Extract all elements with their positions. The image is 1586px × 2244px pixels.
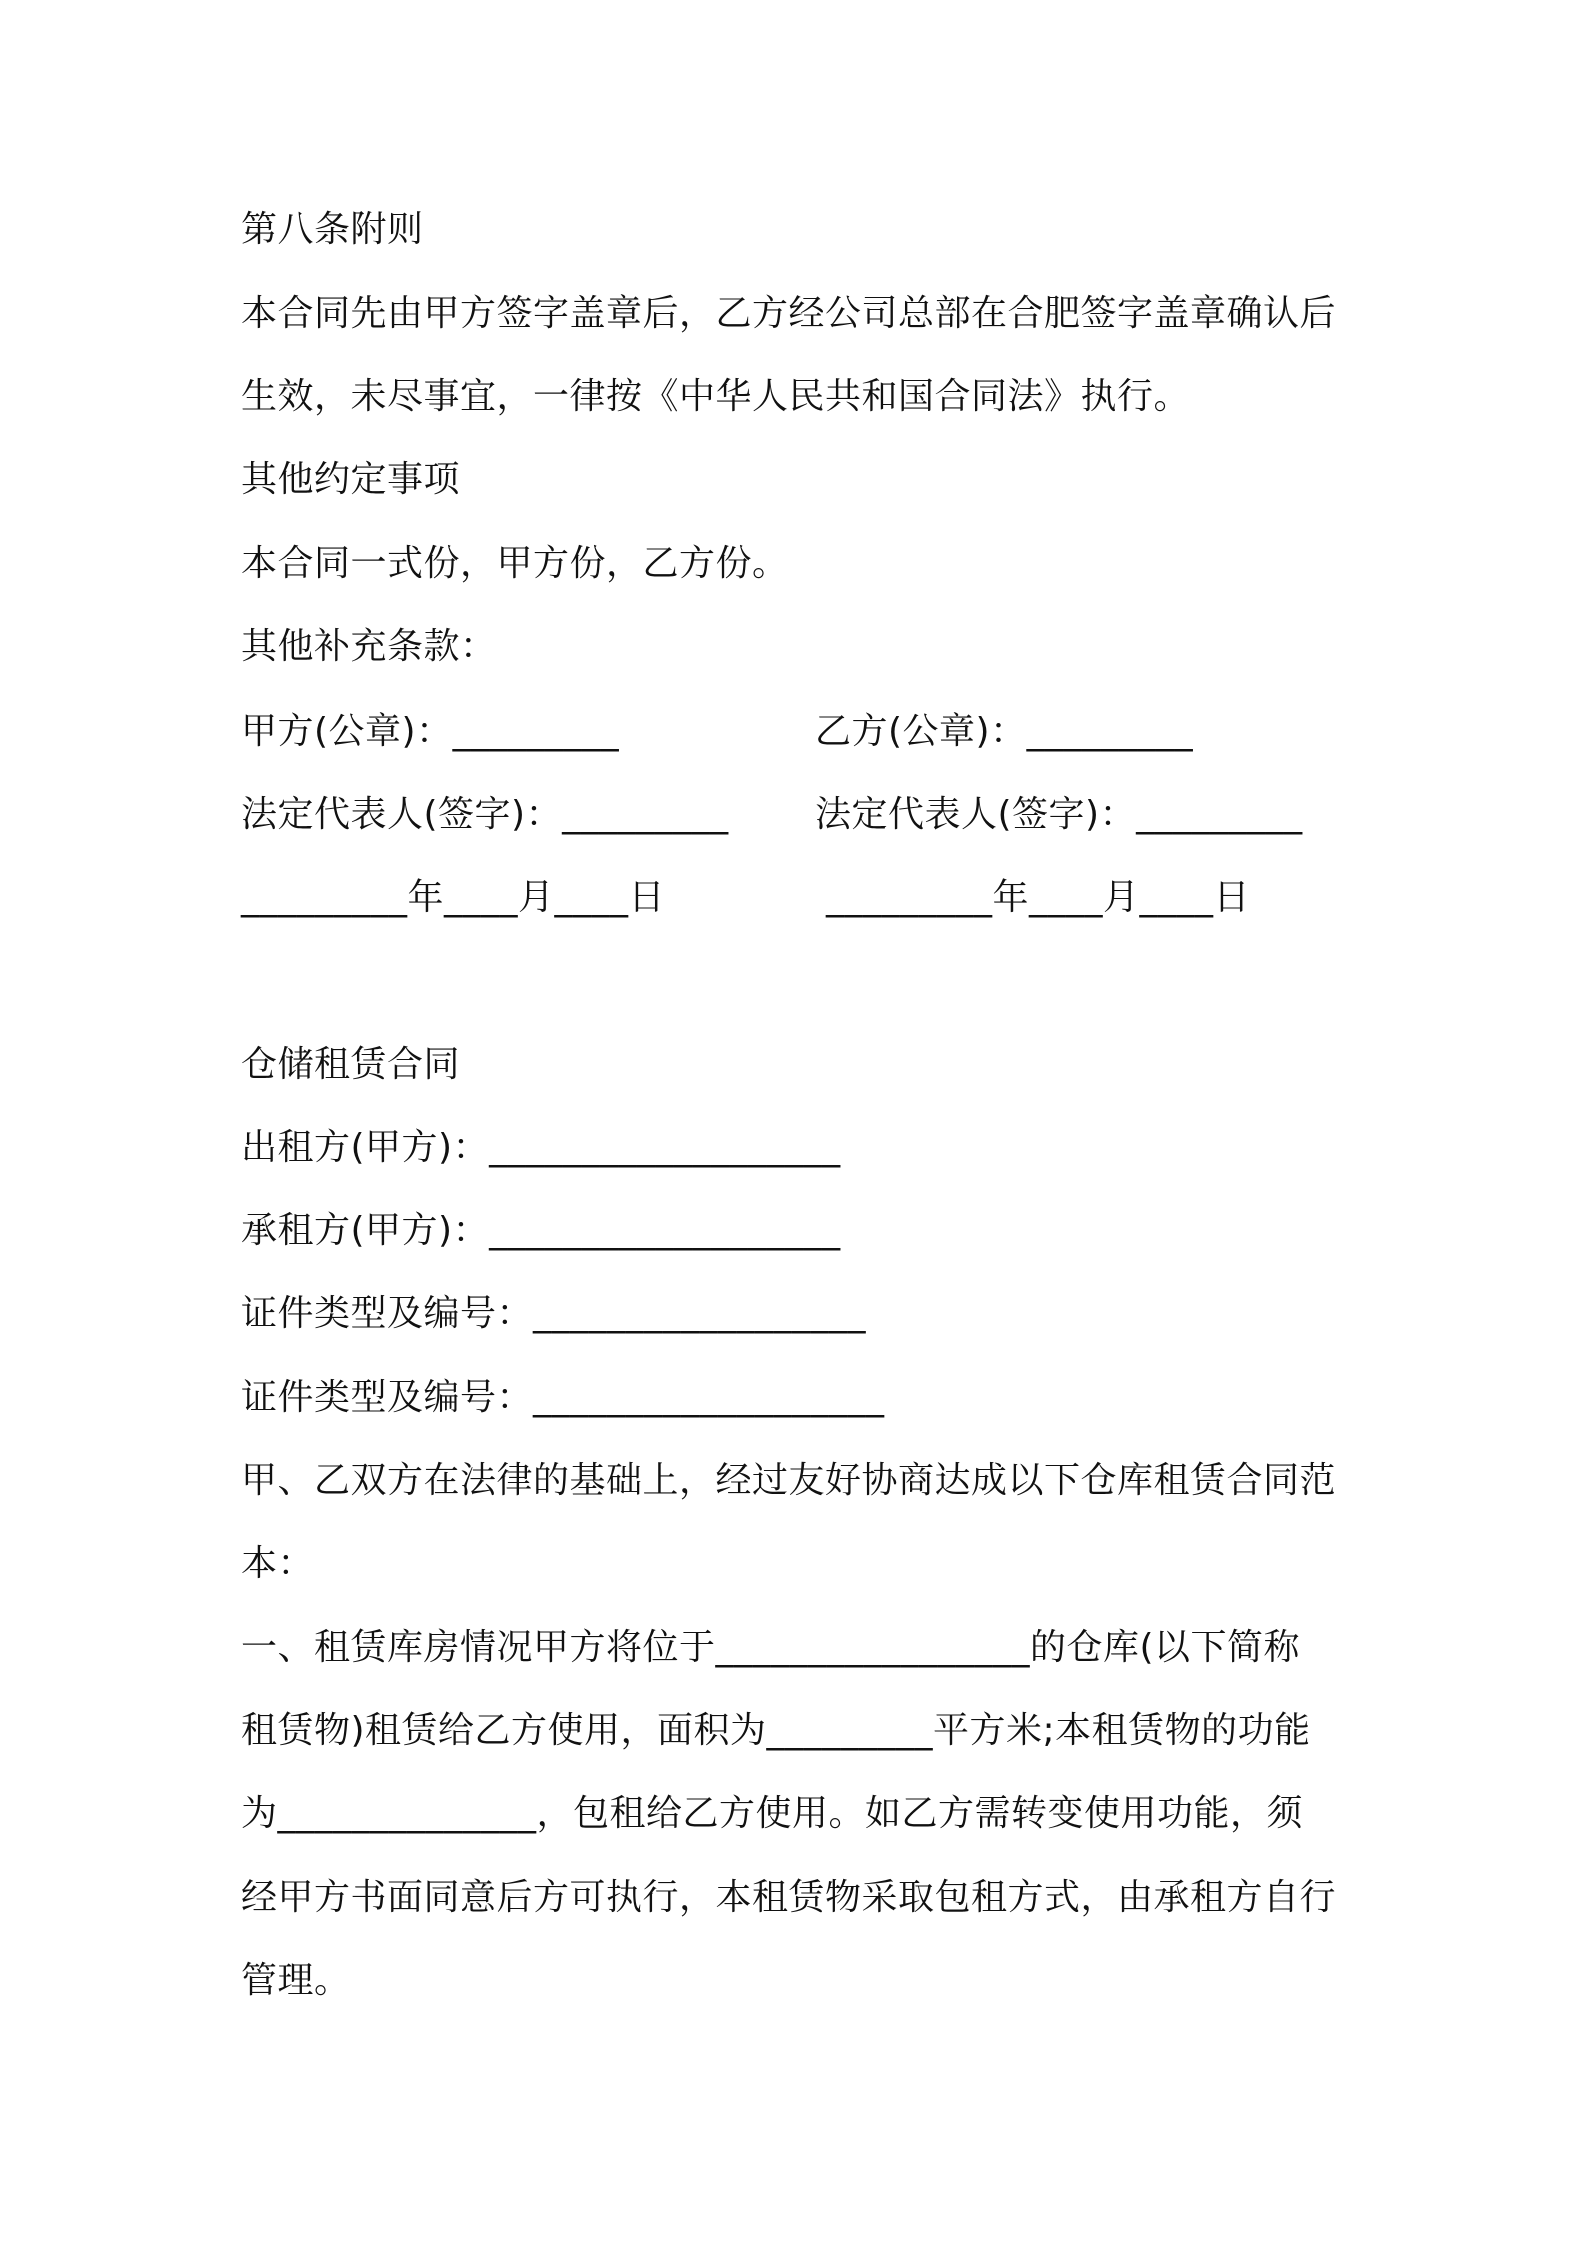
lessor-field: 出租方(甲方)：___________________ [241, 1127, 841, 1168]
party-b-seal-field: 乙方(公章)：_________ [815, 711, 1194, 752]
section8-paragraph-line-2: 生效，未尽事宜，一律按《中华人民共和国合同法》执行。 [241, 376, 1191, 417]
id-type-field-2: 证件类型及编号：___________________ [241, 1377, 885, 1418]
warehouse-contract-title: 仓储租赁合同 [241, 1044, 461, 1085]
party-a-seal-field: 甲方(公章)：_________ [241, 711, 620, 752]
section8-heading: 第八条附则 [241, 209, 424, 250]
intro-line-2: 本： [241, 1543, 315, 1584]
lessee-field: 承租方(甲方)：___________________ [241, 1210, 841, 1251]
clause1-line-2: 租赁物)租赁给乙方使用，面积为_________平方米;本租赁物的功能 [241, 1710, 1311, 1751]
party-b-date-field: _________年____月____日 [826, 877, 1250, 918]
other-terms-heading: 其他约定事项 [241, 459, 461, 500]
id-type-field-1: 证件类型及编号：__________________ [241, 1293, 867, 1334]
clause1-line-3: 为______________，包租给乙方使用。如乙方需转变使用功能，须 [241, 1793, 1304, 1834]
copies-clause: 本合同一式份，甲方份，乙方份。 [241, 543, 789, 584]
party-b-representative-field: 法定代表人(签字)：_________ [815, 794, 1303, 835]
party-a-date-field: _________年____月____日 [241, 877, 665, 918]
section8-paragraph-line-1: 本合同先由甲方签字盖章后，乙方经公司总部在合肥签字盖章确认后 [241, 293, 1337, 334]
party-a-representative-field: 法定代表人(签字)：_________ [241, 794, 729, 835]
intro-line-1: 甲、乙双方在法律的基础上，经过友好协商达成以下仓库租赁合同范 [241, 1460, 1337, 1501]
clause1-line-4: 经甲方书面同意后方可执行，本租赁物采取包租方式，由承租方自行 [241, 1877, 1337, 1918]
clause1-line-1: 一、租赁库房情况甲方将位于_________________的仓库(以下简称 [241, 1627, 1301, 1668]
clause1-line-5: 管理。 [241, 1960, 351, 2001]
supplementary-clause-label: 其他补充条款： [241, 626, 497, 667]
